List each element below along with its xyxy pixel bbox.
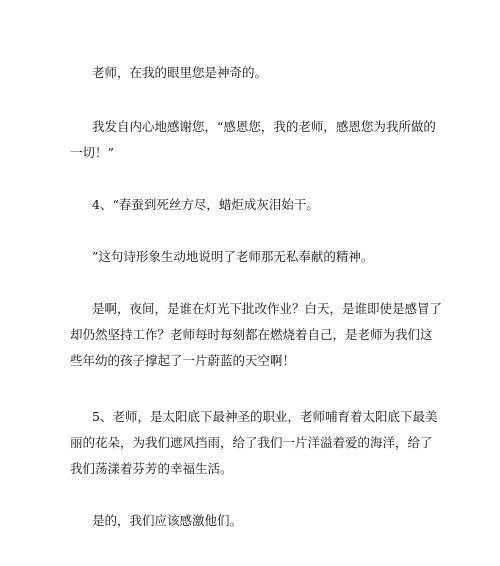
paragraph-line: 些年幼的孩子撑起了一片蔚蓝的天空啊！ <box>70 353 296 368</box>
paragraph-5 <box>70 296 443 374</box>
paragraph-line: 是的，我们应该感激他们。 <box>92 513 243 528</box>
paragraph-line: 我发自内心地感谢您，“感恩您，我的老师，感恩您为我所做的 <box>92 119 436 134</box>
paragraph-2 <box>70 114 435 166</box>
paragraph-line: ”这句诗形象生动地说明了老师那无私奉献的精神。 <box>92 249 374 264</box>
paragraph-line: 是啊，夜间，是谁在灯光下批改作业？白天，是谁即使是感冒了 <box>92 301 443 316</box>
paragraph-line: 我们荡漾着芬芳的幸福生活。 <box>70 461 233 476</box>
paragraph-line: 5、老师，是太阳底下最神圣的职业，老师哺育着太阳底下最美 <box>92 409 438 424</box>
paragraph-4 <box>70 244 435 270</box>
paragraph-1 <box>70 60 435 86</box>
paragraph-line: 一切！” <box>70 145 114 160</box>
paragraph-6 <box>70 404 438 482</box>
paragraph-line: 丽的花朵，为我们遮风挡雨，给了我们一片洋溢着爱的海洋，给了 <box>70 435 433 450</box>
paragraph-line: 老师，在我的眼里您是神奇的。 <box>92 65 268 80</box>
paragraph-line: 却仍然坚持工作？老师每时每刻都在燃烧着自己，是老师为我们这 <box>70 327 433 342</box>
paragraph-3 <box>70 192 435 218</box>
paragraph-line: 4、“春蚕到死丝方尽，蜡炬成灰泪始干。 <box>92 197 319 212</box>
paragraph-7 <box>70 508 435 534</box>
